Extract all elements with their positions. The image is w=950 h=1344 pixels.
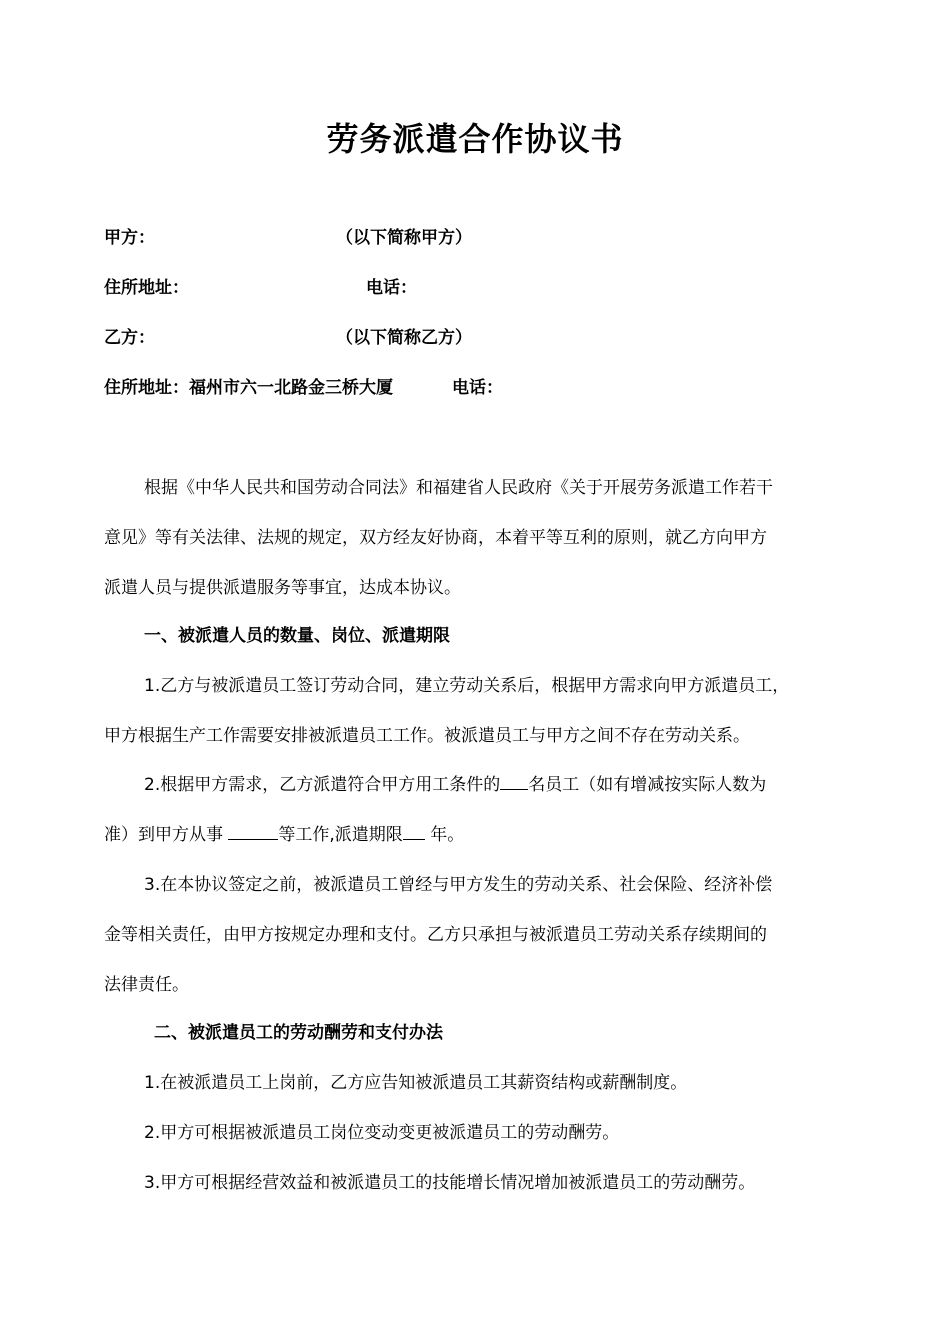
document-title: 劳务派遣合作协议书 — [326, 120, 624, 158]
clause-text: 等工作,派遣期限 — [278, 825, 403, 845]
party-a-address-line — [104, 275, 884, 301]
section-1-item-1 — [104, 661, 884, 761]
party-b-label: 乙方： — [104, 328, 155, 348]
intro-line: 根据《中华人民共和国劳动合同法》和福建省人民政府《关于开展劳务派遣工作若干 — [144, 478, 773, 498]
party-a-line — [104, 225, 884, 251]
clause-line: 甲方根据生产工作需要安排被派遣员工工作。被派遣员工与甲方之间不存在劳动关系。 — [104, 726, 750, 746]
party-a-address-label: 住所地址： — [104, 278, 189, 298]
party-b-line — [104, 325, 884, 351]
section-2-heading: 二、被派遣员工的劳动酬劳和支付办法 — [154, 1023, 443, 1043]
party-a-label: 甲方： — [104, 228, 155, 248]
clause-line: 金等相关责任，由甲方按规定办理和支付。乙方只承担与被派遣员工劳动关系存续期间的 — [104, 925, 767, 945]
intro-paragraph — [104, 463, 864, 613]
clause-text: 2.根据甲方需求，乙方派遣符合甲方用工条件的 — [144, 775, 501, 795]
section-1-heading: 一、被派遣人员的数量、岗位、派遣期限 — [144, 626, 450, 646]
intro-line: 派遣人员与提供派遣服务等事宜，达成本协议。 — [104, 578, 461, 598]
party-b-note: （以下简称乙方） — [336, 328, 472, 348]
intro-line: 意见》等有关法律、法规的规定，双方经友好协商，本着平等互利的原则，就乙方向甲方 — [104, 528, 767, 548]
clause-line: 1.乙方与被派遣员工签订劳动合同，建立劳动关系后，根据甲方需求向甲方派遣员工， — [144, 676, 790, 696]
work-blank — [228, 821, 278, 840]
clause-text: 名员工（如有增减按实际人数为 — [528, 775, 767, 795]
clause-text: 准）到甲方从事 — [104, 825, 229, 845]
party-b-address-line — [104, 375, 884, 401]
clause-line: 3.在本协议签定之前，被派遣员工曾经与甲方发生的劳动关系、社会保险、经济补偿 — [144, 875, 773, 895]
section-1-item-3 — [104, 860, 864, 1010]
clause-line — [104, 760, 864, 810]
party-a-note: （以下简称甲方） — [336, 228, 472, 248]
section-2-item-1: 1.在被派遣员工上岗前，乙方应告知被派遣员工其薪资结构或薪酬制度。 — [144, 1073, 688, 1093]
clause-line — [104, 810, 864, 860]
section-1-item-2 — [104, 760, 864, 860]
term-blank — [403, 821, 425, 840]
party-b-phone-label: 电话： — [452, 378, 503, 398]
clause-text: 年。 — [424, 825, 465, 845]
count-blank — [500, 771, 528, 790]
party-b-address: 住所地址：福州市六一北路金三桥大厦 — [104, 378, 393, 398]
section-2-item-3: 3.甲方可根据经营效益和被派遣员工的技能增长情况增加被派遣员工的劳动酬劳。 — [144, 1173, 756, 1193]
clause-line: 法律责任。 — [104, 975, 189, 995]
section-2-item-2: 2.甲方可根据被派遣员工岗位变动变更被派遣员工的劳动酬劳。 — [144, 1123, 620, 1143]
party-a-phone-label: 电话： — [366, 278, 417, 298]
